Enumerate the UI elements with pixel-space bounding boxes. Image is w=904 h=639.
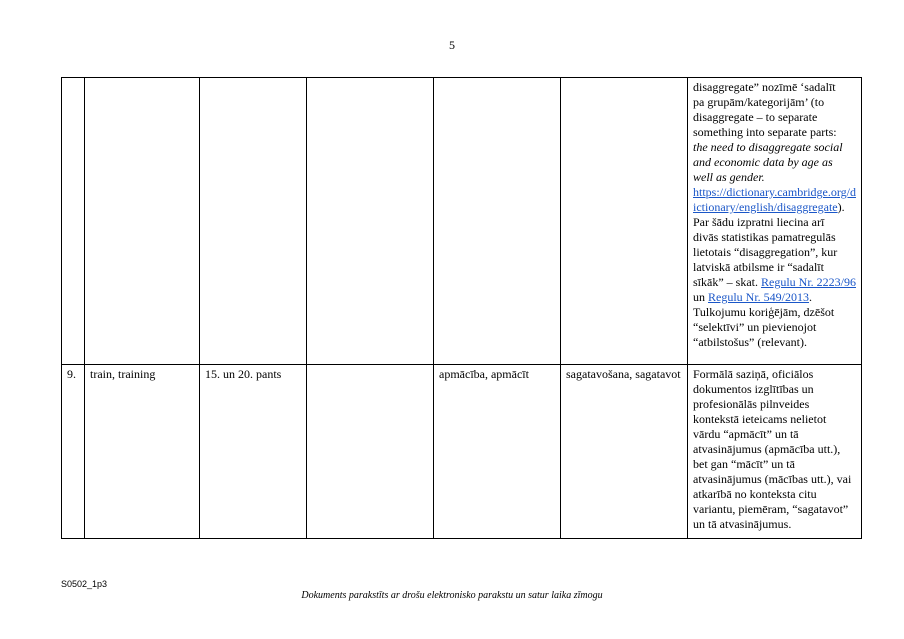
comment-line: latviskā atbilsme ir “sadalīt xyxy=(693,260,824,274)
period-text: . xyxy=(809,290,812,304)
table-row-9 xyxy=(62,365,862,539)
cell-proposed-lv xyxy=(561,78,688,365)
cell-term-en xyxy=(85,78,200,365)
col4-empty xyxy=(307,365,434,539)
regulation-2223-link[interactable]: Regulu Nr. 2223/96 xyxy=(761,275,856,289)
page-number: 5 xyxy=(449,38,455,52)
row-number: 9. xyxy=(62,365,85,539)
terminology-table xyxy=(61,77,862,539)
regulation-549-link[interactable]: Regulu Nr. 549/2013 xyxy=(708,290,809,304)
cell-col4 xyxy=(307,78,434,365)
signature-note: Dokuments parakstīts ar drošu elektronisko parakstu un satur laika zīmogu xyxy=(301,590,603,601)
comment-line: lietotais “disaggregation”, kur xyxy=(693,245,838,259)
row-9-comment: Formālā saziņā, oficiālos dokumentos izglītības un profesionālās pilnveides kontekstā ieteicams nelietot vārdu “apmācīt” un tā atvasinājumus (apmācība utt.), bet gan “mācīt” un tā atvasinājumus (mācības utt.), vai atkarībā no konteksta citu variantu, piemēram, “sagatavot” un tā atvasinājumus. xyxy=(688,365,862,539)
comment-line: ). Par šādu izpratni liecina arī xyxy=(693,200,845,229)
comment-line: sīkāk” – skat. xyxy=(693,275,761,289)
comment-line: disaggregate – to separate xyxy=(693,110,818,124)
proposed-lv-term: sagatavošana, sagatavot xyxy=(561,365,688,539)
cambridge-dictionary-link[interactable]: https://dictionary.cambridge.org/dictionary/english/disaggregate xyxy=(693,185,856,214)
example-line: and economic data by age as xyxy=(693,155,833,169)
cell-current-lv xyxy=(434,78,561,365)
current-lv-term: apmācība, apmācīt xyxy=(434,365,561,539)
cell-article xyxy=(200,78,307,365)
conjunction-text: un xyxy=(693,290,708,304)
comment-line: disaggregate” nozīmē ‘sadalīt xyxy=(693,80,836,94)
comment-line: divās statistikas pamatregulās xyxy=(693,230,836,244)
comment-line: “atbilstošus” (relevant). xyxy=(693,335,807,349)
table-row-continued xyxy=(62,78,862,365)
cell-number xyxy=(62,78,85,365)
comment-line: pa grupām/kategorijām’ (to xyxy=(693,95,825,109)
example-line: well as gender. xyxy=(693,170,765,184)
example-line: the need to disaggregate social xyxy=(693,140,843,154)
comment-line: “selektīvi” un pievienojot xyxy=(693,320,817,334)
comment-line: Tulkojumu koriģējām, dzēšot xyxy=(693,305,835,319)
cell-comment xyxy=(688,78,862,365)
document-code: S0502_1p3 xyxy=(61,579,108,589)
term-en: train, training xyxy=(85,365,200,539)
comment-line: something into separate parts: xyxy=(693,125,837,139)
article-ref: 15. un 20. pants xyxy=(200,365,307,539)
